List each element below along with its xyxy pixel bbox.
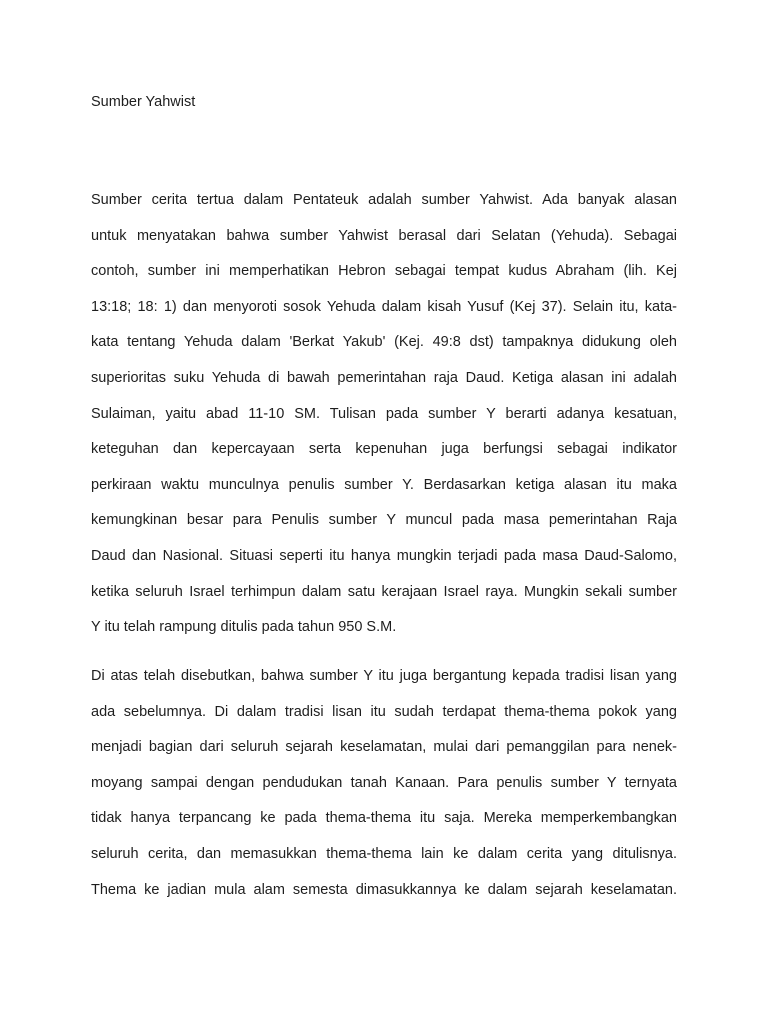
paragraph-line: moyang sampai dengan pendudukan tanah Kanaan. Para penulis sumber Y ternyata	[91, 774, 677, 791]
paragraph-line: perkiraan waktu munculnya penulis sumber Y. Berdasarkan ketiga alasan itu maka	[91, 476, 677, 493]
paragraph-line: Sumber cerita tertua dalam Pentateuk adalah sumber Yahwist. Ada banyak alasan	[91, 192, 677, 208]
paragraph-line: ada sebelumnya. Di dalam tradisi lisan itu sudah terdapat thema-thema pokok yang	[91, 703, 677, 720]
paragraph-1	[91, 191, 677, 654]
paragraph-line: keteguhan dan kepercayaan serta kepenuhan juga berfungsi sebagai indikator	[91, 441, 677, 458]
paragraph-line: untuk menyatakan bahwa sumber Yahwist berasal dari Selatan (Yehuda). Sebagai	[91, 227, 677, 244]
paragraph-line: Di atas telah disebutkan, bahwa sumber Y itu juga bergantung kepada tradisi lisan yang	[91, 668, 677, 684]
paragraph-line: seluruh cerita, dan memasukkan thema-thema lain ke dalam cerita yang ditulisnya.	[91, 845, 677, 862]
paragraph-line: contoh, sumber ini memperhatikan Hebron sebagai tempat kudus Abraham (lih. Kej	[91, 263, 677, 280]
paragraph-line: menjadi bagian dari seluruh sejarah keselamatan, mulai dari pemanggilan para nenek-	[91, 739, 677, 756]
paragraph-line: Sulaiman, yaitu abad 11-10 SM. Tulisan pada sumber Y berarti adanya kesatuan,	[91, 405, 677, 422]
paragraph-line: ketika seluruh Israel terhimpun dalam satu kerajaan Israel raya. Mungkin sekali sumber	[91, 583, 677, 600]
paragraph-line: kata tentang Yehuda dalam 'Berkat Yakub' (Kej. 49:8 dst) tampaknya didukung oleh	[91, 334, 677, 351]
document-title: Sumber Yahwist	[91, 94, 196, 110]
paragraph-line: superioritas suku Yehuda di bawah pemerintahan raja Daud. Ketiga alasan ini adalah	[91, 369, 677, 386]
paragraph-line: Daud dan Nasional. Situasi seperti itu hanya mungkin terjadi pada masa Daud-Salomo,	[91, 547, 677, 564]
paragraph-line: Thema ke jadian mula alam semesta dimasukkannya ke dalam sejarah keselamatan.	[91, 881, 677, 898]
paragraph-line: 13:18; 18: 1) dan menyoroti sosok Yehuda dalam kisah Yusuf (Kej 37). Selain itu, kata-	[91, 298, 677, 315]
paragraph-line: kemungkinan besar para Penulis sumber Y muncul pada masa pemerintahan Raja	[91, 512, 677, 529]
paragraph-line: Y itu telah rampung ditulis pada tahun 950 S.M.	[91, 619, 397, 636]
paragraph-2	[91, 667, 677, 916]
paragraph-line: tidak hanya terpancang ke pada thema-thema itu saja. Mereka memperkembangkan	[91, 810, 677, 827]
